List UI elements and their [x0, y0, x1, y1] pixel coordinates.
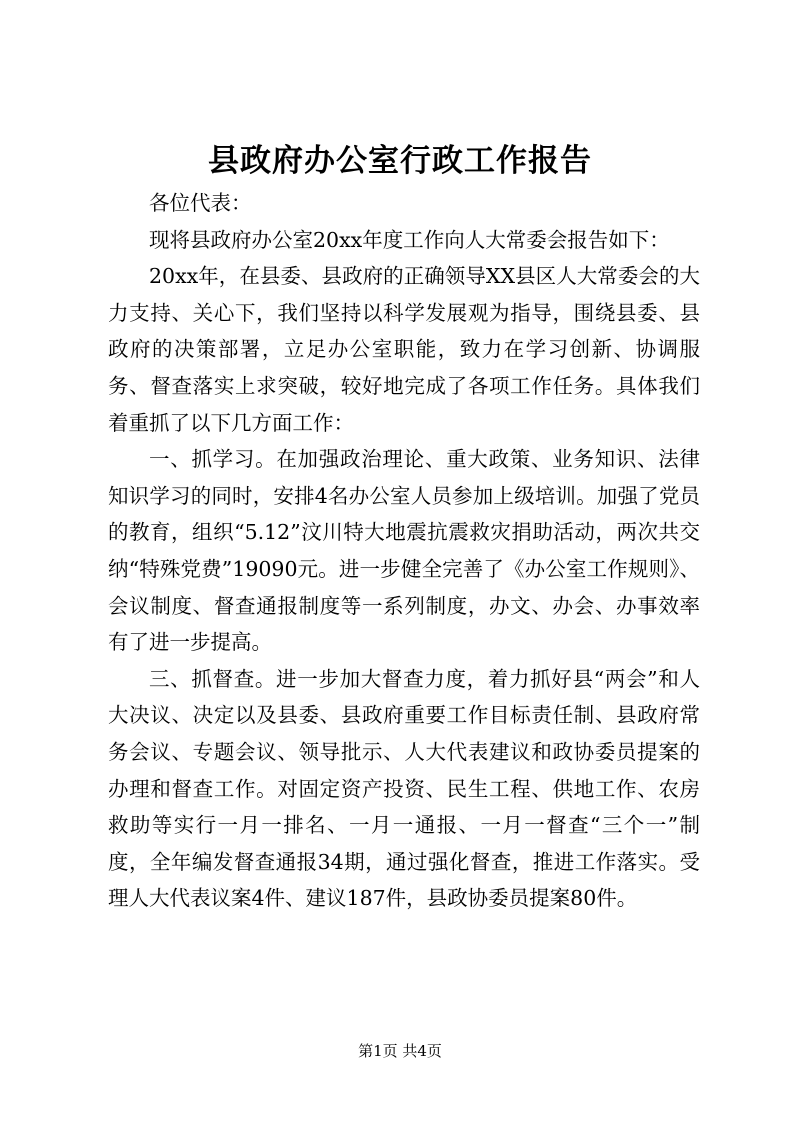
study-section-paragraph: 一、抓学习。在加强政治理论、重大政策、业务知识、法律知识学习的同时，安排4名办公室人员参加上级培训。加强了党员的教育，组织“5.12”汶川特大地震抗震救灾捐助活动，两次共交纳“特殊党费”19090元。进一步健全完善了《办公室工作规则》、会议制度、督查通报制度等一系列制度，办文、办会、办事效率有了进一步提高。 [108, 447, 700, 655]
overview-paragraph: 20xx年，在县委、县政府的正确领导XX县区人大常委会的大力支持、关心下，我们坚持以科学发展观为指导，围绕县委、县政府的决策部署，立足办公室职能，致力在学习创新、协调服务、督查落实上求突破，较好地完成了各项工作任务。具体我们着重抓了以下几方面工作： [108, 264, 700, 435]
salutation: 各位代表： [149, 191, 252, 215]
document-body [108, 185, 700, 917]
document-title: 县政府办公室行政工作报告 [208, 143, 592, 179]
page-number: 第1页 共4页 [358, 1042, 442, 1060]
intro-paragraph: 现将县政府办公室20xx年度工作向人大常委会报告如下： [149, 227, 670, 252]
supervision-section-paragraph: 三、抓督查。进一步加大督查力度，着力抓好县“两会”和人大决议、决定以及县委、县政府重要工作目标责任制、县政府常务会议、专题会议、领导批示、人大代表建议和政协委员提案的办理和督查工作。对固定资产投资、民生工程、供地工作、农房救助等实行一月一排名、一月一通报、一月一督查“三个一”制度，全年编发督查通报34期，通过强化督查，推进工作落实。受理人大代表议案4件、建议187件，县政协委员提案80件。 [108, 666, 700, 911]
